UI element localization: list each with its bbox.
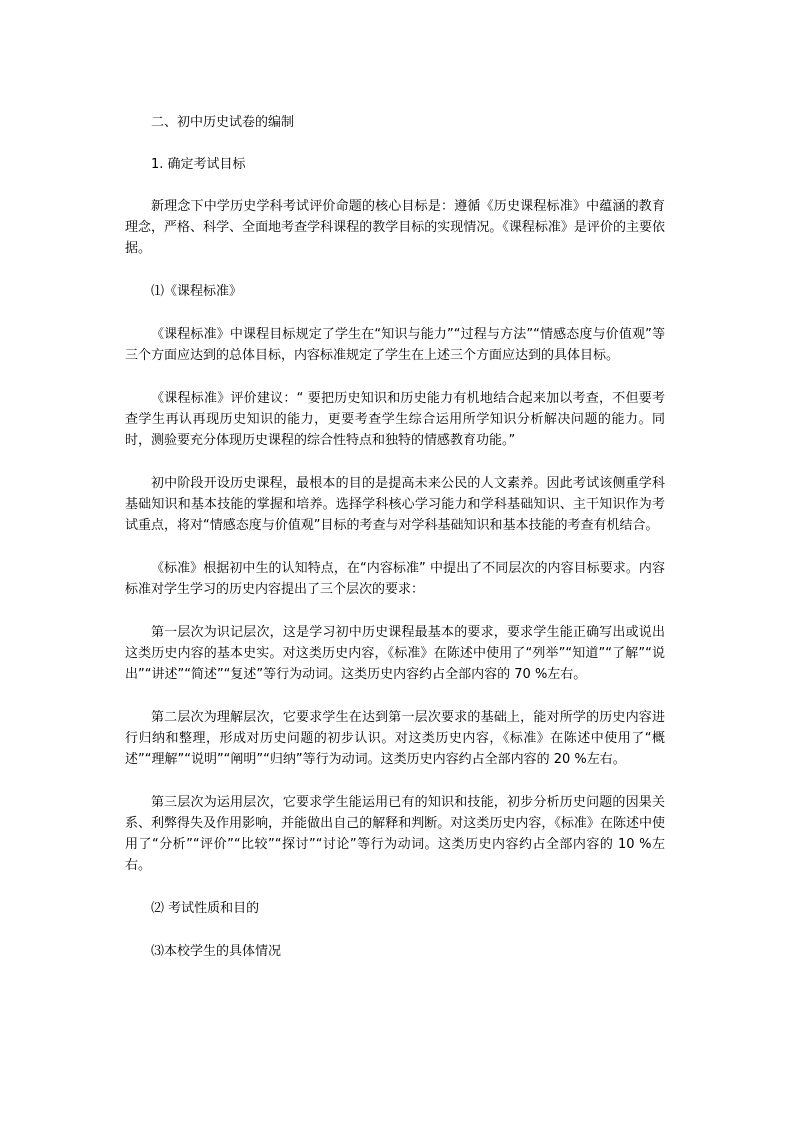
paragraph-core-goal: 新理念下中学历史学科考试评价命题的核心目标是：遵循《历史课程标准》中蕴涵的教育理念，严格、科学、全面地考查学科课程的教学目标的实现情况。《课程标准》是评价的主要依据。 bbox=[125, 199, 665, 256]
section-title: 二、初中历史试卷的编制 bbox=[151, 115, 295, 130]
item-school-students: ⑶本校学生的具体情况 bbox=[151, 944, 282, 959]
subsection-title: 1. 确定考试目标 bbox=[151, 157, 246, 172]
paragraph-standard-levels: 《标准》根据初中生的认知特点，在“内容标准” 中提出了不同层次的内容目标要求。内容标准对学生学习的历史内容提出了三个层次的要求： bbox=[125, 561, 665, 597]
item-curriculum-standard: ⑴《课程标准》 bbox=[151, 284, 243, 299]
document-page bbox=[125, 112, 665, 984]
paragraph-curriculum-goals: 《课程标准》中课程目标规定了学生在“知识与能力”“过程与方法”“情感态度与价值观”等三个方面应达到的总体目标，内容标准规定了学生在上述三个方面应达到的具体目标。 bbox=[125, 327, 665, 363]
item-exam-nature: ⑵ 考试性质和目的 bbox=[151, 901, 260, 916]
paragraph-junior-purpose: 初中阶段开设历史课程，最根本的目的是提高未来公民的人文素养。因此考试该侧重学科基础知识和基本技能的掌握和培养。选择学科核心学习能力和学科基础知识、主干知识作为考试重点，将对“情感态度与价值观”目标的考查与对学科基础知识和基本技能的考查有机结合。 bbox=[125, 476, 665, 533]
paragraph-level-one: 第一层次为识记层次，这是学习初中历史课程最基本的要求，要求学生能正确写出或说出这类历史内容的基本史实。对这类历史内容，《标准》在陈述中使用了“列举”“知道”“了解”“说出”“讲述”“简述”“复述”等行为动词。这类历史内容约占全部内容的 70 %左右。 bbox=[125, 625, 665, 682]
paragraph-level-two: 第二层次为理解层次，它要求学生在达到第一层次要求的基础上，能对所学的历史内容进行归纳和整理，形成对历史问题的初步认识。对这类历史内容，《标准》在陈述中使用了“概述”“理解”“说明”“阐明”“归纳”等行为动词。这类历史内容约占全部内容的 20 %左右。 bbox=[125, 710, 665, 767]
paragraph-evaluation-advice: 《课程标准》评价建议：“ 要把历史知识和历史能力有机地结合起来加以考查，不但要考查学生再认再现历史知识的能力，更要考查学生综合运用所学知识分析解决问题的能力。同时，测验要充分体现历史课程的综合性特点和独特的情感教育功能。” bbox=[125, 391, 665, 448]
paragraph-level-three: 第三层次为运用层次，它要求学生能运用已有的知识和技能，初步分析历史问题的因果关系、利弊得失及作用影响，并能做出自己的解释和判断。对这类历史内容，《标准》在陈述中使用了“分析”“评价”“比较”“探讨”“讨论”等行为动词。这类历史内容约占全部内容的 10 %左右。 bbox=[125, 795, 665, 873]
